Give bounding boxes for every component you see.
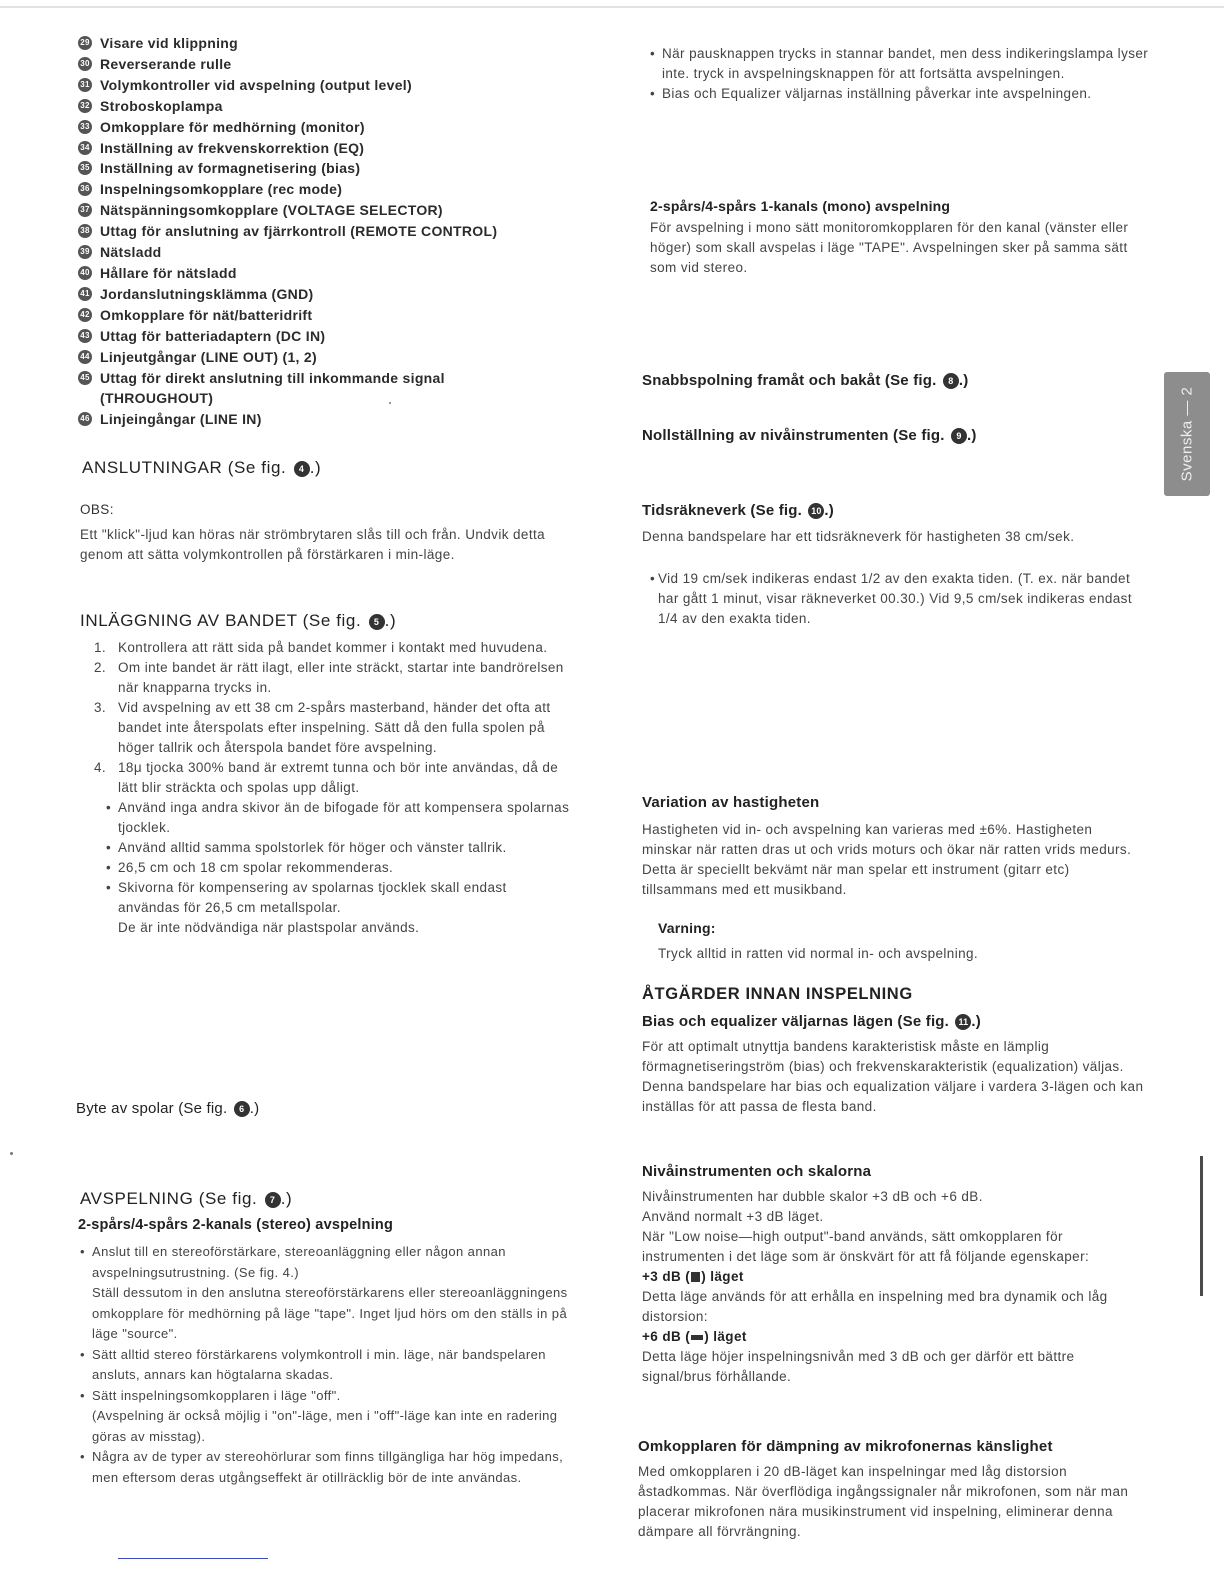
fig-5-icon: 5: [369, 614, 385, 630]
step-text: 18μ tjocka 300% band är extremt tunna och bör inte användas, då de lätt blir sträckta och spolas upp dåligt.: [118, 760, 559, 795]
legend-number-icon: 46: [78, 412, 92, 426]
legend-number-icon: 36: [78, 182, 92, 196]
mono-text: För avspelning i mono sätt monitoromkopplaren för den kanal (vänster eller höger) som skall avspelas i läge "TAPE". Avspelningen sker på samma sätt som vid stereo.: [650, 220, 1129, 275]
step-number: 4.: [94, 760, 107, 775]
bullet-item: • Använd alltid samma spolstorlek för höger och vänster tallrik.: [80, 838, 570, 858]
mono-heading: 2-spårs/4-spårs 1-kanals (mono) avspelning: [650, 198, 951, 214]
legend-text: Uttag för batteriadaptern (DC IN): [100, 327, 326, 344]
fig-9-icon: 9: [951, 428, 967, 444]
parts-legend: [78, 33, 598, 430]
varning-text: Tryck alltid in ratten vid normal in- och avspelning.: [658, 946, 979, 961]
fig-11-icon: 11: [955, 1014, 971, 1030]
legend-item: [78, 242, 598, 263]
stereo-bullet-3-cont: (Avspelning är också möjlig i "on"-läge, men i "off"-läge kan inte en radering göras av misstag).: [92, 1408, 558, 1444]
legend-item: [78, 388, 598, 409]
legend-item: [78, 96, 598, 117]
pause-bullet-2: • Bias och Equalizer väljarnas inställning påverkar inte avspelningen.: [624, 84, 1154, 104]
stereo-bullet-2: • Sätt alltid stereo förstärkarens volymkontroll i min. läge, när bandspelaren ansluts, annars kan högtalarna skadas.: [54, 1345, 578, 1386]
legend-text: Uttag för anslutning av fjärrkontroll (REMOTE CONTROL): [100, 223, 498, 240]
niva-text-2: Använd normalt +3 dB läget.: [642, 1209, 824, 1224]
legend-text: Stroboskoplampa: [100, 97, 223, 114]
bullet-item: • Använd inga andra skivor än de bifogade för att kompensera spolarnas tjocklek.: [80, 798, 570, 838]
pause-bullet-1: • När pausknappen trycks in stannar bandet, men dess indikeringslampa lyser inte. tryck in avspelningsknappen för att fortsätta avspelningen.: [624, 44, 1154, 84]
language-tab-label: Svenska — 2: [1178, 386, 1196, 482]
legend-number-icon: 38: [78, 224, 92, 238]
legend-number-icon: 35: [78, 161, 92, 175]
legend-item: [78, 347, 598, 368]
legend-item: [78, 54, 598, 75]
step-text: Vid avspelning av ett 38 cm 2-spårs masterband, händer det ofta att bandet inte återspolats efter inspelning. Sätt då den fulla spolen på höger tallrik och återspola bandet före avspelning.: [118, 700, 551, 755]
legend-text: Nätsladd: [100, 244, 162, 261]
omk-text: Med omkopplaren i 20 dB-läget kan inspelningar med låg distorsion åstadkommas. När överflödiga ingångssignaler når mikrofonen, som när man placerar mikrofonen nära musikinstrument vid inspelning, eliminerar denna dämpare all förvrängning.: [638, 1464, 1129, 1539]
legend-text: Inställning av frekvenskorrektion (EQ): [100, 139, 365, 156]
legend-item: [78, 368, 598, 389]
legend-item: [78, 221, 598, 242]
legend-number-icon: 42: [78, 308, 92, 322]
stereo-bullet-3: • Sätt inspelningsomkopplaren i läge "off".: [54, 1386, 578, 1407]
legend-number-icon: 32: [78, 99, 92, 113]
atgarder-heading: ÅTGÄRDER INNAN INSPELNING: [642, 985, 913, 1003]
obs-label: OBS:: [80, 502, 114, 517]
step-item: [80, 638, 570, 658]
step-text: Kontrollera att rätt sida på bandet kommer i kontakt med huvudena.: [118, 640, 548, 655]
legend-item: [78, 158, 598, 179]
legend-item: [78, 138, 598, 159]
legend-number-icon: 31: [78, 78, 92, 92]
legend-number-icon: 44: [78, 350, 92, 364]
bullets-note: De är inte nödvändiga när plastspolar används.: [118, 920, 420, 935]
level-low-icon: [691, 1335, 703, 1340]
fig-10-icon: 10: [808, 503, 824, 519]
fig-7-icon: 7: [265, 1192, 281, 1208]
legend-text: Linjeutgångar (LINE OUT) (1, 2): [100, 348, 317, 365]
legend-number-icon: 40: [78, 266, 92, 280]
tids-note-block: [624, 569, 1144, 629]
plus3-label: +3 dB ( ) läget: [642, 1269, 744, 1284]
variation-text: Hastigheten vid in- och avspelning kan varieras med ±6%. Hastigheten minskar när ratten dras ut och vrids moturs och ökar när ratten vrids medurs. Detta är speciellt bekvämt när man spelar ett instrument (gitarr etc) tillsammans med ett musikband.: [642, 822, 1132, 897]
legend-text: Linjeingångar (LINE IN): [100, 411, 262, 428]
legend-text: Visare vid klippning: [100, 35, 239, 51]
tids-text: Denna bandspelare har ett tidsräkneverk för hastigheten 38 cm/sek.: [642, 529, 1075, 544]
legend-text: Inställning av formagnetisering (bias): [100, 160, 361, 177]
legend-text: Jordanslutningsklämma (GND): [100, 285, 314, 302]
step-number: 3.: [94, 700, 107, 715]
legend-text: Omkopplare för medhörning (monitor): [100, 118, 365, 135]
niva-heading: Nivåinstrumenten och skalorna: [642, 1163, 872, 1180]
step-number: 2.: [94, 660, 107, 675]
stereo-heading: 2-spårs/4-spårs 2-kanals (stereo) avspelning: [78, 1217, 394, 1233]
stereo-bullet-1-cont: Ställ dessutom in den anslutna stereoförstärkarens eller stereoanläggningens omkopplare för medhörning på läge "tape". Inget ljud hörs om den ställs in på läge "source".: [92, 1285, 568, 1341]
legend-item: [78, 33, 598, 54]
inlaggning-body: [80, 638, 570, 938]
footer-underline: [118, 1558, 268, 1559]
step-text: Om inte bandet är rätt ilagt, eller inte sträckt, startar inte bandrörelsen när knapparna trycks in.: [118, 660, 564, 695]
legend-item: [78, 200, 598, 221]
plus6-label: +6 dB ( ) läget: [642, 1329, 747, 1344]
niva-text-1: Nivåinstrumenten har dubble skalor +3 dB och +6 dB.: [642, 1189, 983, 1204]
legend-number-icon: 30: [78, 57, 92, 71]
fig-8-icon: 8: [943, 373, 959, 389]
step-item: [80, 758, 570, 798]
niva-body: [642, 1187, 1144, 1387]
legend-item: [78, 409, 598, 430]
inlaggning-heading: INLÄGGNING AV BANDET (Se fig. 5 .): [80, 611, 397, 630]
speck: [389, 402, 391, 404]
varning-label: Varning:: [658, 920, 716, 936]
niva-text-3: När "Low noise—high output"-band används, sätt omkopplaren för instrumenten i det läge som är önskvärt för att få följande egenskaper:: [642, 1229, 1090, 1264]
legend-number-icon: 34: [78, 141, 92, 155]
stereo-bullet-1: • Anslut till en stereoförstärkare, stereoanläggning eller någon annan avspelningsutrustning. (Se fig. 4.): [54, 1242, 578, 1283]
tids-heading: Tidsräkneverk (Se fig. 10 .): [642, 502, 834, 519]
legend-item: [78, 326, 598, 347]
legend-item: [78, 75, 598, 96]
legend-text: Uttag för direkt anslutning till inkommande signal: [100, 369, 445, 386]
legend-text: Omkopplare för nät/batteridrift: [100, 306, 313, 323]
legend-item: [78, 117, 598, 138]
legend-number-icon: 37: [78, 203, 92, 217]
legend-number-icon: 43: [78, 329, 92, 343]
avspelning-heading: AVSPELNING (Se fig. 7 .): [80, 1189, 293, 1208]
bullet-item: • Skivorna för kompensering av spolarnas tjocklek skall endast användas för 26,5 cm metallspolar.: [80, 878, 570, 918]
anslutningar-heading: ANSLUTNINGAR (Se fig. 4 .): [82, 458, 322, 477]
byte-heading: Byte av spolar (Se fig. 6 .): [76, 1100, 260, 1117]
language-tab: [1164, 372, 1210, 496]
bias-text: För att optimalt utnyttja bandens karakteristisk måste en lämplig förmagnetiseringström (bias) och frekvenskarakteristik (equalization) väljas. Denna bandspelare har bias och equalization väljare i vardera 3-lägen och kan inställas för att passa de flesta band.: [642, 1039, 1144, 1114]
bullet-item: • 26,5 cm och 18 cm spolar rekommenderas.: [80, 858, 570, 878]
legend-item: [78, 263, 598, 284]
legend-number-icon: 33: [78, 120, 92, 134]
legend-number-icon: 39: [78, 245, 92, 259]
legend-number-icon: 41: [78, 287, 92, 301]
stereo-bullet-4: • Några av de typer av stereohörlurar som finns tillgängliga har hög impedans, men eftersom deras utgångseffekt är otillräcklig bör de inte användas.: [54, 1447, 578, 1488]
stereo-body: [54, 1242, 578, 1488]
step-number: 1.: [94, 640, 107, 655]
plus3-text: Detta läge används för att erhålla en inspelning med bra dynamik och låg distorsion:: [642, 1289, 1108, 1324]
bullet-list: [80, 798, 570, 918]
bias-heading: Bias och equalizer väljarnas lägen (Se fig. 11 .): [642, 1013, 981, 1030]
legend-text: Reverserande rulle: [100, 55, 232, 72]
top-border: [0, 6, 1224, 8]
snabb-heading: Snabbspolning framåt och bakåt (Se fig. 8 .): [642, 372, 969, 389]
legend-text: Nätspänningsomkopplare (VOLTAGE SELECTOR): [100, 202, 443, 219]
legend-text: Volymkontroller vid avspelning (output level): [100, 76, 412, 93]
legend-number-icon: 45: [78, 371, 92, 385]
pause-notes: [624, 44, 1154, 104]
step-item: [80, 658, 570, 698]
obs-text: Ett "klick"-ljud kan höras när strömbrytaren slås till och från. Undvik detta genom att sätta volymkontrollen på förstärkaren i min-läge.: [80, 527, 546, 562]
tids-note: • Vid 19 cm/sek indikeras endast 1/2 av den exakta tiden. (T. ex. när bandet har gått 1 minut, visar räkneverket 00.30.) Vid 9,5 cm/sek indikeras endast 1/4 av den exakta tiden.: [624, 569, 1144, 629]
plus6-text: Detta läge höjer inspelningsnivån med 3 dB och ger därför ett bättre signal/brus förhållande.: [642, 1349, 1075, 1384]
legend-text: (THROUGHOUT): [100, 390, 214, 407]
legend-item: [78, 284, 598, 305]
legend-text: Inspelningsomkopplare (rec mode): [100, 181, 343, 198]
legend-number-icon: 29: [78, 36, 92, 50]
legend-item: [78, 305, 598, 326]
speck: [10, 1152, 13, 1155]
legend-item: [78, 179, 598, 200]
margin-rule: [1200, 1156, 1203, 1296]
step-item: [80, 698, 570, 758]
steps-list: [80, 638, 570, 798]
level-bar-icon: [691, 1272, 700, 1282]
omk-heading: Omkopplaren för dämpning av mikrofonernas känslighet: [638, 1438, 1053, 1455]
legend-text: Hållare för nätsladd: [100, 264, 237, 281]
variation-heading: Variation av hastigheten: [642, 794, 820, 811]
fig-4-icon: 4: [294, 461, 310, 477]
noll-heading: Nollställning av nivåinstrumenten (Se fig. 9 .): [642, 427, 977, 444]
fig-6-icon: 6: [234, 1101, 250, 1117]
